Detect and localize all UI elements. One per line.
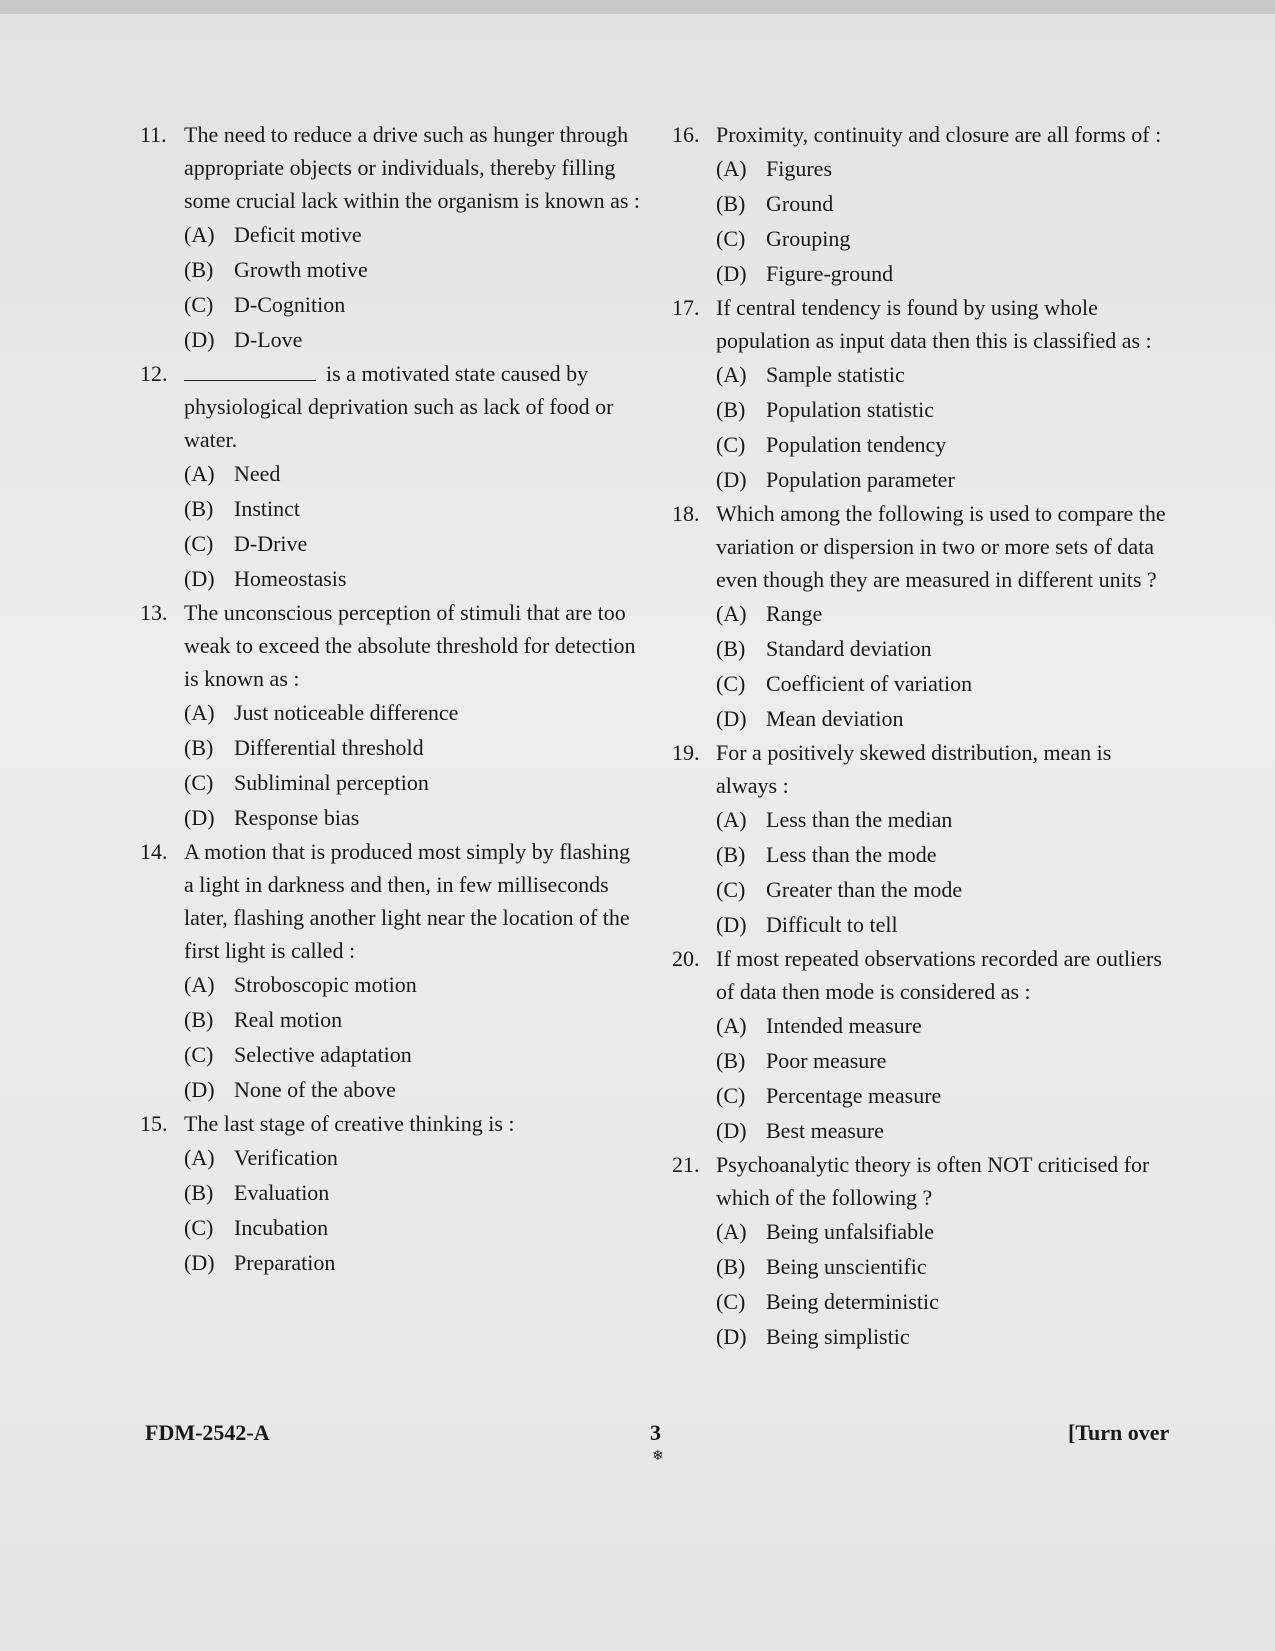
option-label: (D)	[716, 912, 747, 937]
option-label: (D)	[716, 467, 747, 492]
option-label: (B)	[184, 496, 214, 521]
option	[672, 802, 1172, 837]
option	[672, 151, 1172, 186]
option	[672, 837, 1172, 872]
option-label: (A)	[716, 1219, 747, 1244]
question-18	[672, 497, 1172, 736]
option-label: (C)	[716, 432, 746, 457]
option-label: (B)	[716, 1048, 746, 1073]
option	[672, 221, 1172, 256]
option-text: Ground	[766, 191, 834, 216]
option-text: Evaluation	[234, 1180, 330, 1205]
option	[140, 561, 640, 596]
snowflake-icon: ❄	[652, 1449, 664, 1464]
turn-over-note: [Turn over	[1068, 1420, 1170, 1445]
question-11	[140, 118, 640, 357]
option-text: Homeostasis	[234, 566, 347, 591]
option	[672, 596, 1172, 631]
option-text: D-Cognition	[234, 292, 346, 317]
option	[140, 322, 640, 357]
question-16	[672, 118, 1172, 291]
option	[140, 730, 640, 765]
question-number: 14.	[140, 839, 168, 864]
option-label: (D)	[716, 706, 747, 731]
option-text: Stroboscopic motion	[234, 972, 417, 997]
option-text: Poor measure	[766, 1048, 887, 1073]
option-label: (C)	[184, 292, 214, 317]
option-label: (D)	[716, 261, 747, 286]
option-text: Instinct	[234, 496, 300, 521]
option-text: Preparation	[234, 1250, 336, 1275]
option-text: Being unfalsifiable	[766, 1219, 935, 1244]
option	[672, 666, 1172, 701]
option-label: (B)	[716, 1254, 746, 1279]
option	[140, 1037, 640, 1072]
option-label: (D)	[184, 805, 215, 830]
option-label: (A)	[716, 362, 747, 387]
question-text: A motion that is produced most simply by flashing a light in darkness and then, in few milliseconds later, flashing another light near the location of the first light is called :	[184, 839, 631, 963]
question-number: 11.	[140, 122, 167, 147]
question-12	[140, 357, 640, 596]
option-label: (A)	[716, 1013, 747, 1038]
option-text: Growth motive	[234, 257, 368, 282]
option-text: Being simplistic	[766, 1324, 910, 1349]
option-label: (A)	[184, 972, 215, 997]
option-label: (C)	[184, 531, 214, 556]
option-label: (D)	[184, 327, 215, 352]
option-text: Standard deviation	[766, 636, 932, 661]
option	[140, 1002, 640, 1037]
scan-edge	[0, 0, 1275, 14]
option	[672, 701, 1172, 736]
option-text: Verification	[234, 1145, 338, 1170]
option-text: Coefficient of variation	[766, 671, 973, 696]
option	[140, 1245, 640, 1280]
option-label: (A)	[184, 700, 215, 725]
question-13	[140, 596, 640, 835]
option-text: Population statistic	[766, 397, 935, 422]
option-text: Deficit motive	[234, 222, 362, 247]
option	[140, 695, 640, 730]
option-label: (A)	[716, 807, 747, 832]
option-text: Figure-ground	[766, 261, 894, 286]
option-label: (C)	[716, 671, 746, 696]
option-text: Need	[234, 461, 281, 486]
question-text: For a positively skewed distribution, mean is always :	[716, 740, 1112, 798]
option-text: Real motion	[234, 1007, 343, 1032]
question-text: If most repeated observations recorded are outliers of data then mode is considered as :	[716, 946, 1162, 1004]
question-19	[672, 736, 1172, 942]
option-text: Sample statistic	[766, 362, 905, 387]
option-label: (B)	[716, 397, 746, 422]
option-label: (D)	[184, 1250, 215, 1275]
option	[672, 462, 1172, 497]
option-label: (B)	[184, 257, 214, 282]
option	[140, 1175, 640, 1210]
question-number: 12.	[140, 361, 168, 386]
option-text: Population parameter	[766, 467, 955, 492]
option	[672, 357, 1172, 392]
option-label: (D)	[716, 1324, 747, 1349]
option-label: (B)	[716, 191, 746, 216]
option	[672, 1078, 1172, 1113]
option	[672, 1214, 1172, 1249]
question-number: 21.	[672, 1152, 700, 1177]
question-number: 17.	[672, 295, 700, 320]
question-text: If central tendency is found by using whole population as input data then this is classified as :	[716, 295, 1152, 353]
option	[140, 287, 640, 322]
option-label: (C)	[716, 1083, 746, 1108]
question-number: 18.	[672, 501, 700, 526]
question-number: 20.	[672, 946, 700, 971]
option-label: (B)	[716, 842, 746, 867]
option	[672, 907, 1172, 942]
option	[672, 1043, 1172, 1078]
paper-code: FDM-2542-A	[145, 1420, 270, 1445]
option	[672, 392, 1172, 427]
option-text: Being deterministic	[766, 1289, 939, 1314]
option-label: (A)	[184, 461, 215, 486]
option-text: Less than the median	[766, 807, 953, 832]
question-15	[140, 1107, 640, 1280]
question-text: Psychoanalytic theory is often NOT criticised for which of the following ?	[716, 1152, 1150, 1210]
question-text: Which among the following is used to compare the variation or dispersion in two or more sets of data even though they are measured in different units ?	[716, 501, 1166, 592]
option	[672, 1284, 1172, 1319]
fill-in-blank	[184, 362, 316, 381]
option-label: (B)	[184, 1007, 214, 1032]
question-14	[140, 835, 640, 1107]
option-label: (C)	[716, 877, 746, 902]
option-text: D-Drive	[234, 531, 308, 556]
option	[672, 1008, 1172, 1043]
option-text: Response bias	[234, 805, 360, 830]
question-17	[672, 291, 1172, 497]
option-label: (C)	[716, 226, 746, 251]
option	[140, 765, 640, 800]
option-text: Range	[766, 601, 823, 626]
option	[140, 800, 640, 835]
option-text: Population tendency	[766, 432, 947, 457]
option-label: (A)	[184, 1145, 215, 1170]
option-text: Figures	[766, 156, 832, 181]
right-column	[672, 118, 1172, 1354]
option-label: (C)	[184, 770, 214, 795]
option-text: Less than the mode	[766, 842, 937, 867]
question-text: The need to reduce a drive such as hunger through appropriate objects or individuals, thereby filling some crucial lack within the organism is known as :	[184, 122, 641, 213]
option-label: (B)	[184, 1180, 214, 1205]
option-text: None of the above	[234, 1077, 396, 1102]
option-label: (C)	[184, 1215, 214, 1240]
option	[140, 967, 640, 1002]
question-number: 15.	[140, 1111, 168, 1136]
option-label: (D)	[184, 566, 215, 591]
question-21	[672, 1148, 1172, 1354]
option-label: (A)	[716, 156, 747, 181]
option	[140, 456, 640, 491]
question-text: Proximity, continuity and closure are all forms of :	[716, 122, 1162, 147]
option-text: Incubation	[234, 1215, 329, 1240]
option-label: (A)	[184, 222, 215, 247]
option-text: Difficult to tell	[766, 912, 898, 937]
option-label: (B)	[716, 636, 746, 661]
option	[672, 872, 1172, 907]
option-text: Grouping	[766, 226, 851, 251]
option	[672, 1249, 1172, 1284]
option-text: Percentage measure	[766, 1083, 942, 1108]
option	[672, 186, 1172, 221]
option-text: Differential threshold	[234, 735, 424, 760]
question-text: The unconscious perception of stimuli that are too weak to exceed the absolute threshold for detection is known as :	[184, 600, 636, 691]
question-20	[672, 942, 1172, 1148]
question-text: is a motivated state caused by physiological deprivation such as lack of food or water.	[184, 361, 614, 452]
option	[140, 1210, 640, 1245]
option-text: Being unscientific	[766, 1254, 927, 1279]
option	[140, 217, 640, 252]
option-label: (C)	[716, 1289, 746, 1314]
option-label: (C)	[184, 1042, 214, 1067]
option-text: Intended measure	[766, 1013, 922, 1038]
question-number: 13.	[140, 600, 168, 625]
option	[672, 256, 1172, 291]
option	[672, 427, 1172, 462]
option-text: Just noticeable difference	[234, 700, 459, 725]
question-number: 19.	[672, 740, 700, 765]
option-label: (D)	[716, 1118, 747, 1143]
left-column	[140, 118, 640, 1280]
option-label: (D)	[184, 1077, 215, 1102]
option-label: (B)	[184, 735, 214, 760]
option	[672, 1113, 1172, 1148]
option	[140, 491, 640, 526]
option-text: D-Love	[234, 327, 303, 352]
option	[672, 1319, 1172, 1354]
option-text: Greater than the mode	[766, 877, 963, 902]
option-text: Best measure	[766, 1118, 884, 1143]
option-text: Selective adaptation	[234, 1042, 412, 1067]
option	[140, 252, 640, 287]
page-number: 3	[650, 1420, 661, 1445]
question-number: 16.	[672, 122, 700, 147]
option	[140, 1140, 640, 1175]
question-text: The last stage of creative thinking is :	[184, 1111, 515, 1136]
option	[140, 526, 640, 561]
option	[672, 631, 1172, 666]
option-text: Subliminal perception	[234, 770, 429, 795]
option	[140, 1072, 640, 1107]
option-text: Mean deviation	[766, 706, 904, 731]
option-label: (A)	[716, 601, 747, 626]
